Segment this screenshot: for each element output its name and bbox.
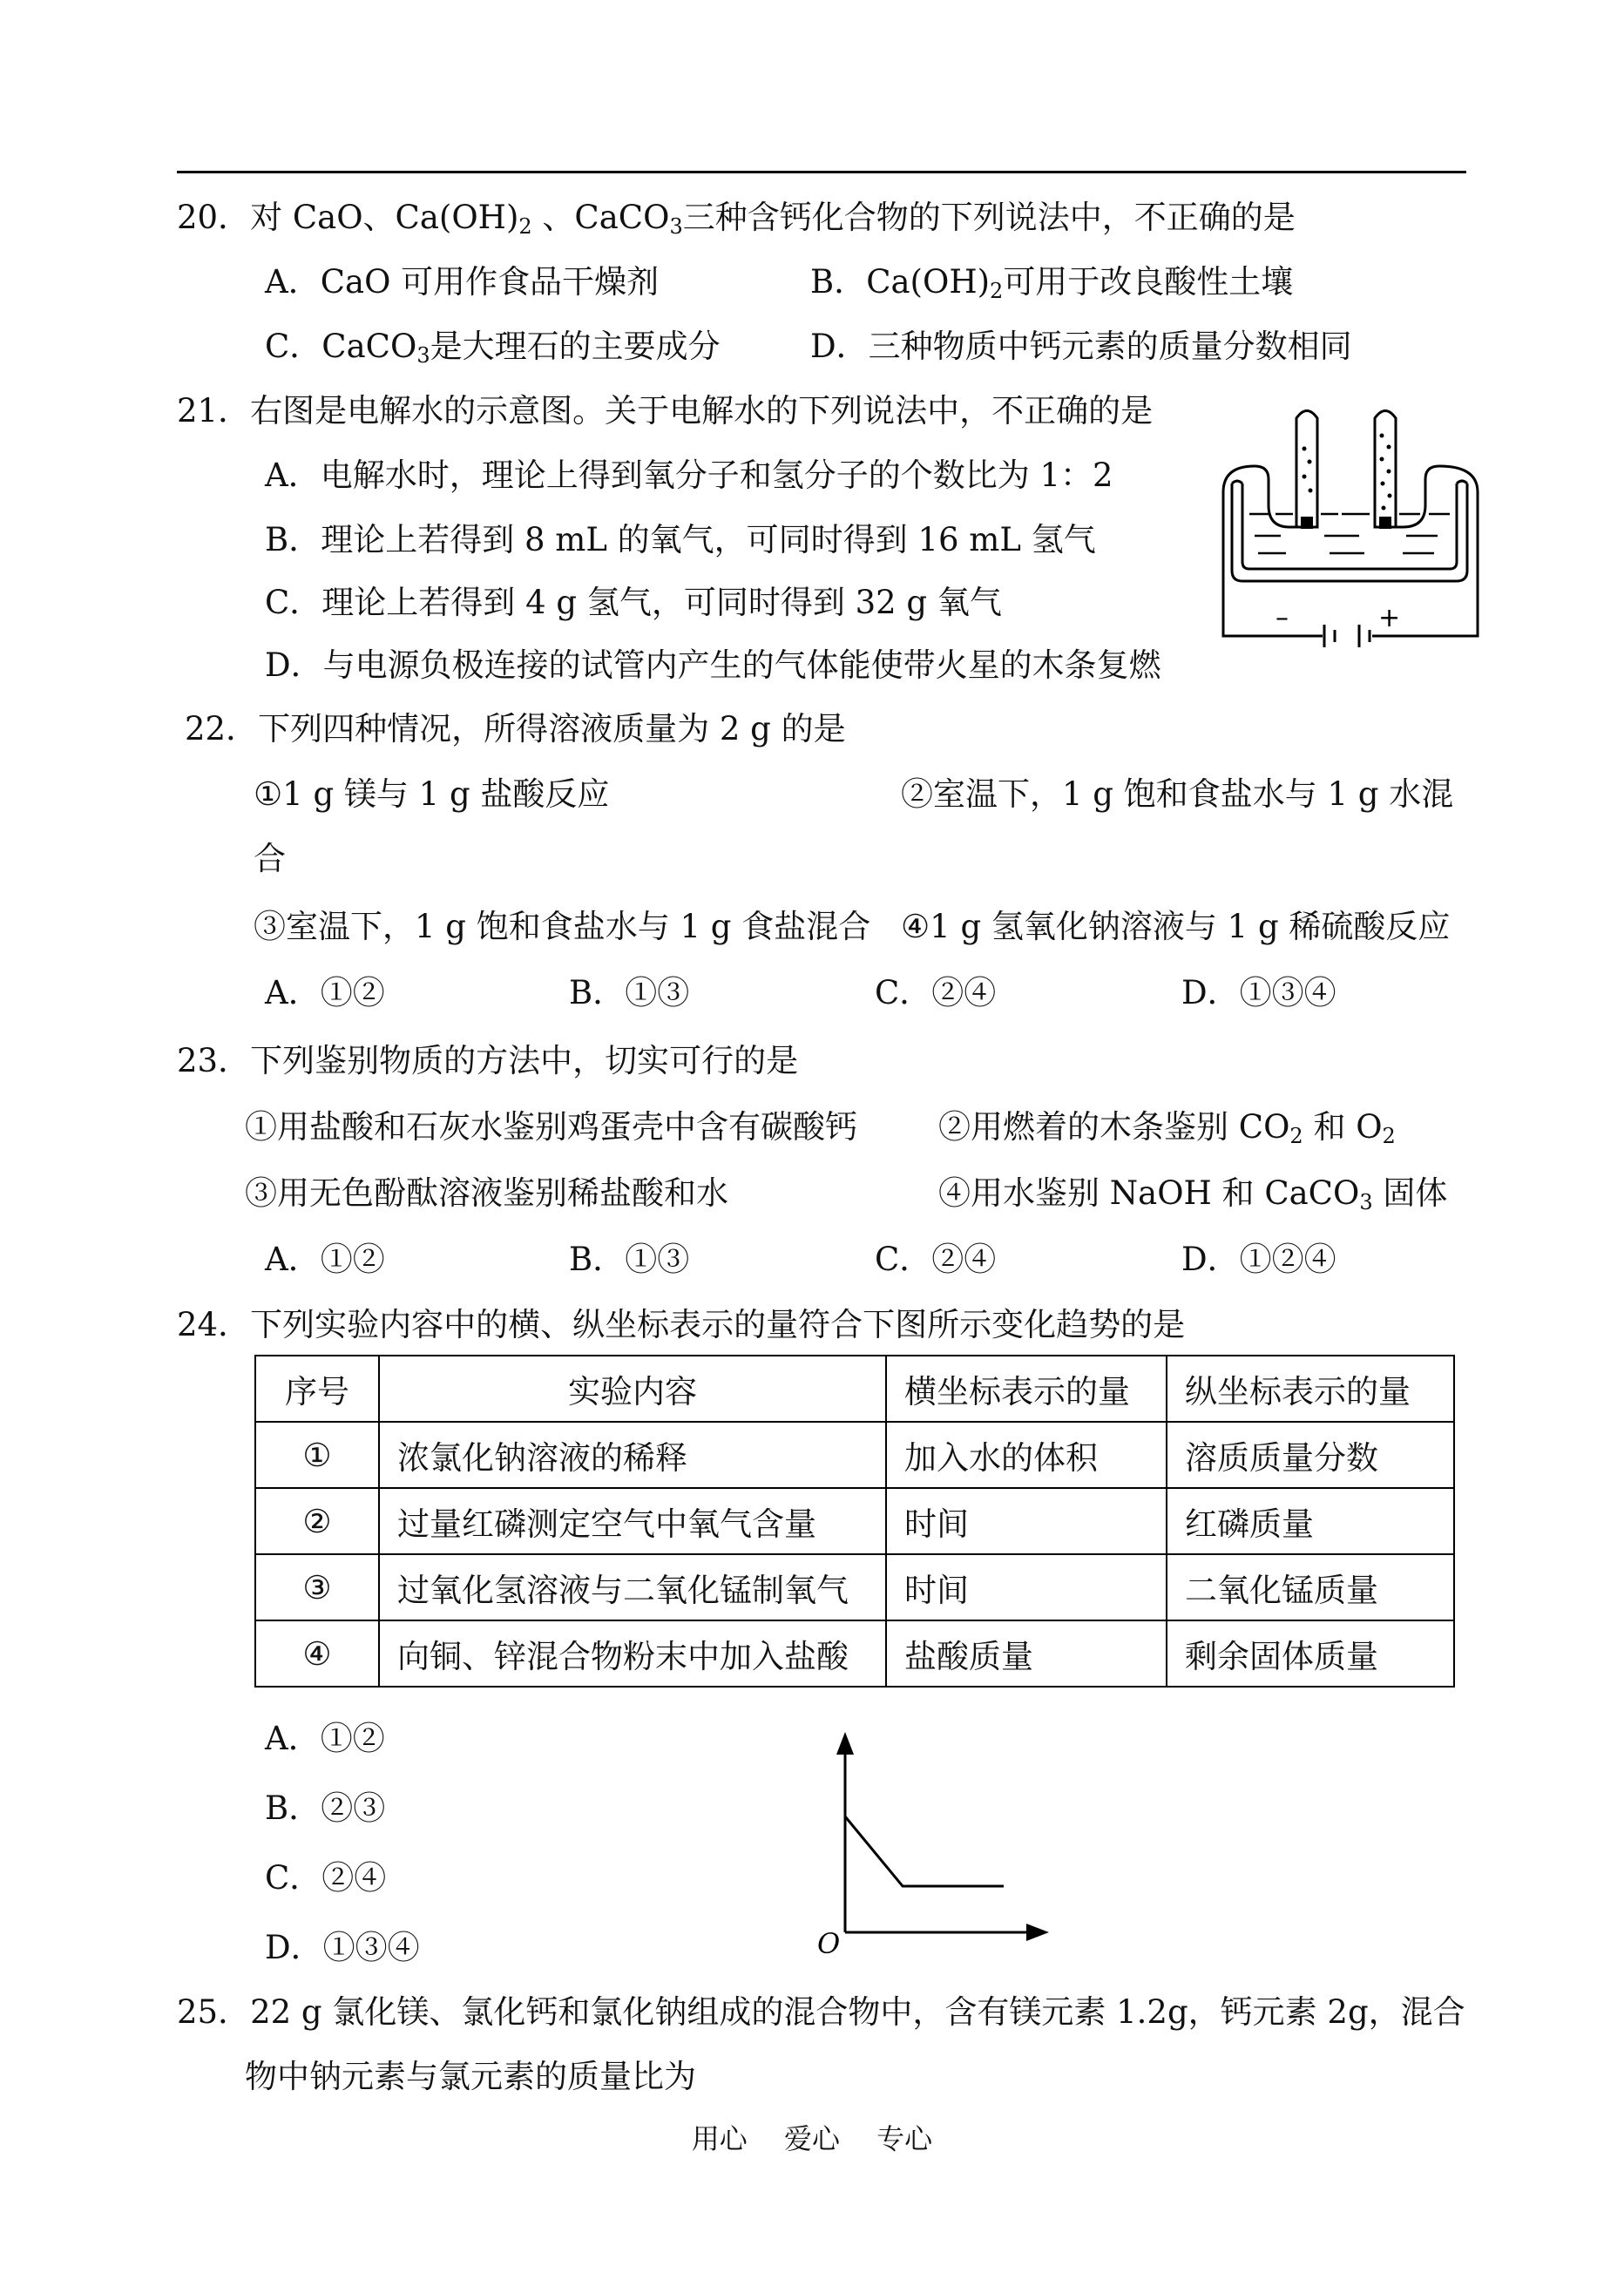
battery-plus-label: +	[1378, 603, 1401, 633]
q20-option-c: C．CaCO$_3$是大理石的主要成分	[265, 328, 721, 368]
top-rule	[177, 171, 1466, 173]
q24-stem: 24．下列实验内容中的横、纵坐标表示的量符合下图所示变化趋势的是	[177, 1306, 1186, 1343]
footer-word: 专心	[876, 2122, 933, 2155]
q20-option-a: A．CaO 可用作食品干燥剂	[265, 263, 660, 301]
q22-item-4: ④1 g 氢氧化钠溶液与 1 g 稀硫酸反应	[901, 908, 1451, 945]
table-cell: 过氧化氢溶液与二氧化锰制氧气	[379, 1554, 886, 1620]
q22-item-2: ②室温下，1 g 饱和食盐水与 1 g 水混	[901, 775, 1454, 813]
table-cell: ④	[255, 1620, 379, 1687]
q24-option-d: D．①③④	[265, 1929, 420, 1966]
table-cell: 红磷质量	[1167, 1488, 1454, 1554]
table-cell: 加入水的体积	[886, 1422, 1167, 1488]
battery-minus-label: –	[1276, 603, 1289, 633]
table-row	[255, 1422, 1454, 1488]
table-cell: ①	[255, 1422, 379, 1488]
q23-item-2: ②用燃着的木条鉴别 $CO_2$ 和 $O_2$	[938, 1108, 1396, 1148]
q23-option-a: A．①②	[265, 1241, 385, 1278]
table-cell: 时间	[886, 1488, 1167, 1554]
experiment-table	[254, 1355, 1455, 1688]
q20-option-d: D．三种物质中钙元素的质量分数相同	[810, 328, 1352, 365]
header-cell: 序号	[255, 1356, 379, 1422]
q24-option-b: B．②③	[265, 1789, 386, 1827]
q23-item-4: ④用水鉴别 NaOH 和 CaCO$_3$ 固体	[938, 1174, 1448, 1214]
q23-option-d: D．①②④	[1181, 1241, 1336, 1278]
table-cell: 剩余固体质量	[1167, 1620, 1454, 1687]
table-row	[255, 1488, 1454, 1554]
table-header-row	[255, 1356, 1454, 1422]
q20-stem: 20．对 CaO、$Ca(OH)_2$ 、CaCO$_3$三种含钙化合物的下列说法中，不正确的是	[177, 199, 1296, 239]
table-cell: ②	[255, 1488, 379, 1554]
table-row	[255, 1620, 1454, 1687]
q22-option-c: C．②④	[875, 974, 997, 1011]
q25-stem-line-2: 物中钠元素与氯元素的质量比为	[245, 2058, 696, 2095]
q20-option-b: B．$Ca(OH)_2$可用于改良酸性土壤	[810, 263, 1294, 303]
q22-item-2-continued: 合	[254, 840, 286, 877]
table-cell: 过量红磷测定空气中氧气含量	[379, 1488, 886, 1554]
page-footer	[0, 2117, 1624, 2157]
footer-word: 用心	[691, 2122, 748, 2155]
q25-stem-line-1: 25．22 g 氯化镁、氯化钙和氯化钠组成的混合物中，含有镁元素 1.2g，钙元素 2g，混合	[177, 1993, 1465, 2031]
q22-item-1: ①1 g 镁与 1 g 盐酸反应	[254, 775, 610, 813]
table-row	[255, 1554, 1454, 1620]
q21-option-b: B．理论上若得到 8 mL 的氧气，可同时得到 16 mL 氢气	[265, 521, 1096, 558]
origin-label: O	[817, 1927, 841, 1960]
q21-option-a: A．电解水时，理论上得到氧分子和氢分子的个数比为 1：2	[265, 457, 1113, 494]
q22-item-3: ③室温下，1 g 饱和食盐水与 1 g 食盐混合	[254, 908, 871, 945]
trend-graph	[802, 1725, 1063, 1960]
header-cell: 横坐标表示的量	[886, 1356, 1167, 1422]
q22-option-b: B．①③	[569, 974, 690, 1011]
table-cell: 二氧化锰质量	[1167, 1554, 1454, 1620]
q23-option-c: C．②④	[875, 1241, 997, 1278]
q23-item-3: ③用无色酚酞溶液鉴别稀盐酸和水	[245, 1174, 728, 1212]
q24-option-a: A．①②	[265, 1720, 385, 1757]
table-cell: 浓氯化钠溶液的稀释	[379, 1422, 886, 1488]
q21-stem: 21．右图是电解水的示意图。关于电解水的下列说法中，不正确的是	[177, 392, 1154, 430]
header-cell: 实验内容	[379, 1356, 886, 1422]
table-cell: 时间	[886, 1554, 1167, 1620]
q23-option-b: B．①③	[569, 1241, 690, 1278]
table-cell: 盐酸质量	[886, 1620, 1167, 1687]
table-cell: 向铜、锌混合物粉末中加入盐酸	[379, 1620, 886, 1687]
q22-stem: 22．下列四种情况，所得溶液质量为 2 g 的是	[185, 710, 846, 747]
footer-word: 爱心	[783, 2122, 840, 2155]
q23-item-1: ①用盐酸和石灰水鉴别鸡蛋壳中含有碳酸钙	[245, 1108, 857, 1146]
q22-option-d: D．①③④	[1181, 974, 1336, 1011]
q21-option-d: D．与电源负极连接的试管内产生的气体能使带火星的木条复燃	[265, 646, 1161, 684]
table-cell: ③	[255, 1554, 379, 1620]
table-cell: 溶质质量分数	[1167, 1422, 1454, 1488]
electrolysis-diagram	[1220, 396, 1481, 658]
q21-option-c: C．理论上若得到 4 g 氢气，可同时得到 32 g 氧气	[265, 584, 1002, 621]
header-cell: 纵坐标表示的量	[1167, 1356, 1454, 1422]
q22-option-a: A．①②	[265, 974, 385, 1011]
q23-stem: 23．下列鉴别物质的方法中，切实可行的是	[177, 1042, 799, 1079]
q24-option-c: C．②④	[265, 1859, 387, 1897]
